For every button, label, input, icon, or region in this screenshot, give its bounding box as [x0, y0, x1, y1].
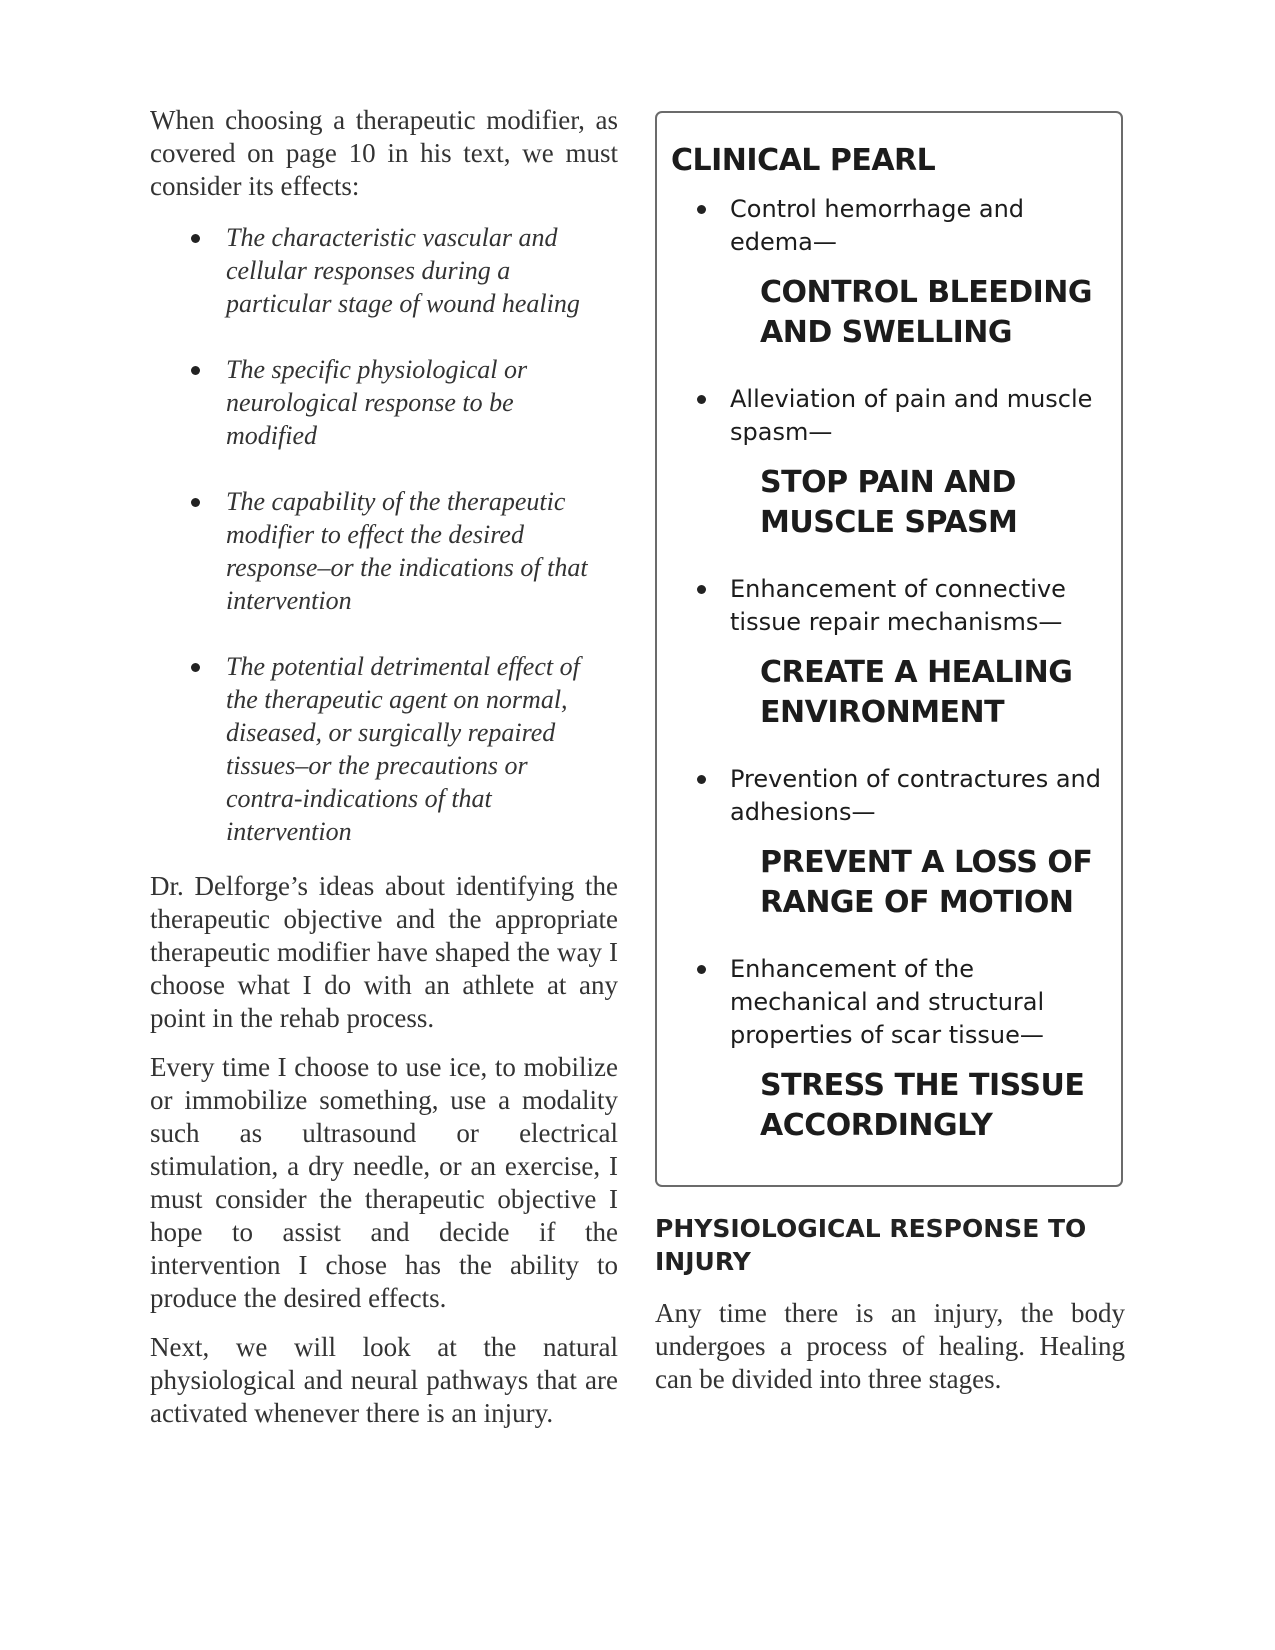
pearl-goal: STRESS THE TISSUE ACCORDINGLY: [760, 1068, 1085, 1143]
pearl-point: Enhancement of connective tissue repair mechanisms—: [730, 575, 1066, 636]
clinical-pearl-box: [655, 111, 1123, 1187]
pearl-item: [657, 573, 1121, 733]
pearl-point: Control hemorrhage and edema—: [730, 195, 1025, 256]
effect-item: The capability of the therapeutic modifier to effect the desired response–or the indications of that intervention: [226, 485, 618, 617]
pearl-point: Prevention of contractures and adhesions—: [730, 765, 1101, 826]
section-body: Any time there is an injury, the body undergoes a process of healing. Healing can be divided into three stages.: [655, 1298, 1125, 1394]
pearl-item: [657, 383, 1121, 543]
pearl-point: Enhancement of the mechanical and structural properties of scar tissue—: [730, 955, 1045, 1049]
body-paragraph: Dr. Delforge’s ideas about identifying the therapeutic objective and the appropriate therapeutic modifier have shaped the way I choose what I do with an athlete at any point in the rehab process.: [150, 871, 618, 1033]
pearl-item: [657, 193, 1121, 353]
clinical-pearl-list: [657, 193, 1121, 1146]
section-heading: PHYSIOLOGICAL RESPONSE TO INJURY: [655, 1214, 1087, 1276]
effect-item: The specific physiological or neurological response to be modified: [226, 353, 618, 452]
pearl-goal: CONTROL BLEEDING AND SWELLING: [760, 275, 1093, 350]
clinical-pearl-title: CLINICAL PEARL: [671, 143, 936, 178]
body-paragraph: Every time I choose to use ice, to mobilize or immobilize something, use a modality such as ultrasound or electrical stimulation, a dry needle, or an exercise, I must consider the therapeutic objective I hope to assist and decide if the intervention I chose has the ability to produce the desired effects.: [150, 1052, 618, 1313]
pearl-goal: STOP PAIN AND MUSCLE SPASM: [760, 465, 1018, 540]
pearl-goal: CREATE A HEALING ENVIRONMENT: [760, 655, 1073, 730]
effect-item: The characteristic vascular and cellular responses during a particular stage of wound healing: [226, 221, 618, 320]
pearl-goal: PREVENT A LOSS OF RANGE OF MOTION: [760, 845, 1093, 920]
pearl-item: [657, 953, 1121, 1146]
left-column: [150, 104, 618, 1446]
effects-list: [150, 221, 618, 848]
body-paragraph: Next, we will look at the natural physiological and neural pathways that are activated whenever there is an injury.: [150, 1332, 618, 1428]
intro-paragraph: When choosing a therapeutic modifier, as covered on page 10 in his text, we must consider its effects:: [150, 105, 618, 201]
effect-item: The potential detrimental effect of the therapeutic agent on normal, diseased, or surgically repaired tissues–or the precautions or contra-indications of that intervention: [226, 650, 618, 848]
pearl-item: [657, 763, 1121, 923]
pearl-point: Alleviation of pain and muscle spasm—: [730, 385, 1093, 446]
